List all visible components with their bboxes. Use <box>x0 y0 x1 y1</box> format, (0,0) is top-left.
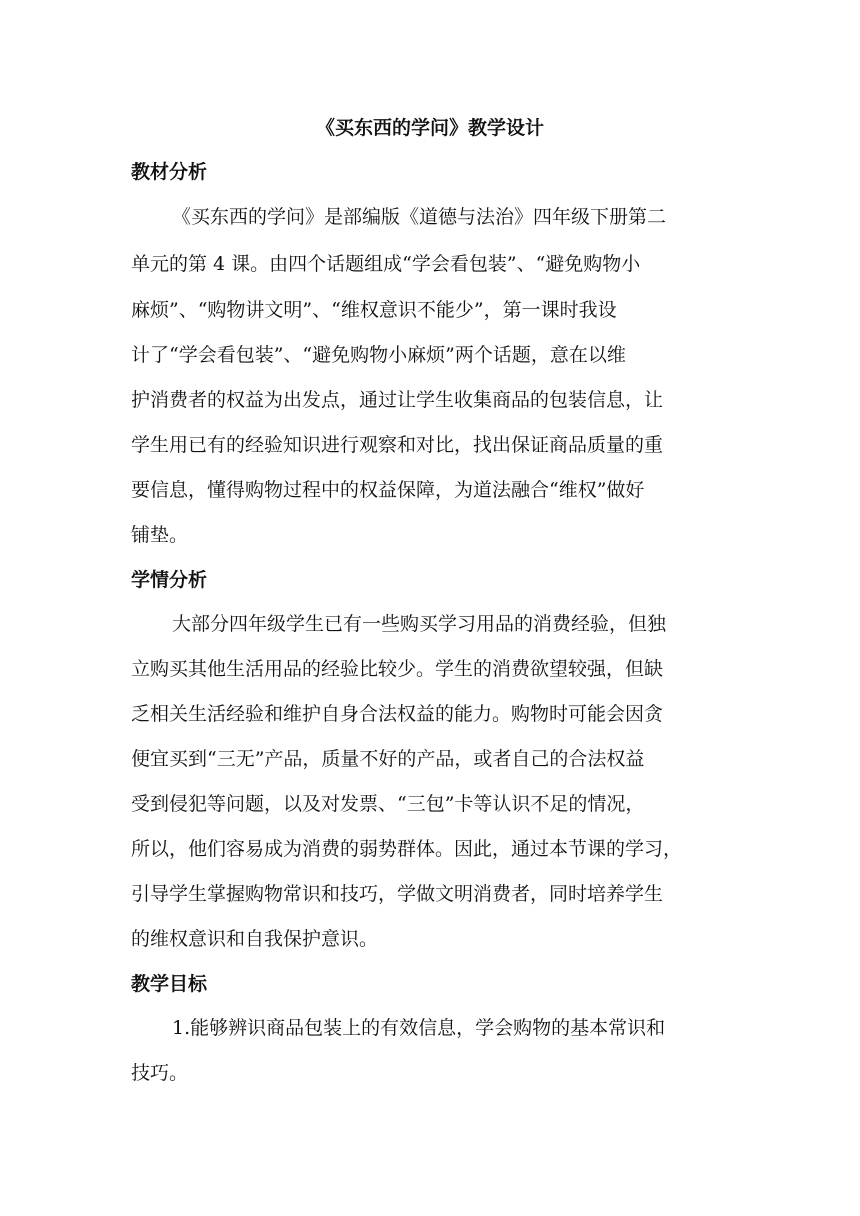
paragraph-line: 麻烦”、“购物讲文明”、“维权意识不能少”，第一课时我设 <box>131 299 617 321</box>
paragraph-line: 要信息，懂得购物过程中的权益保障，为道法融合“维权”做好 <box>131 479 645 501</box>
section-heading-teaching-objectives: 教学目标 <box>131 973 208 995</box>
paragraph-line: 铺垫。 <box>131 524 189 546</box>
document-title: 《买东西的学问》教学设计 <box>315 117 544 139</box>
paragraph-line: 引导学生掌握购物常识和技巧，学做文明消费者，同时培养学生 <box>131 883 664 905</box>
section-heading-textbook-analysis: 教材分析 <box>131 161 208 183</box>
paragraph-line: 计了“学会看包装”、“避免购物小麻烦”两个话题，意在以维 <box>131 344 626 366</box>
paragraph-line: 乏相关生活经验和维护自身合法权益的能力。购物时可能会因贪 <box>131 703 664 725</box>
section-heading-learner-analysis: 学情分析 <box>131 569 208 591</box>
paragraph-line: 1.能够辨识商品包装上的有效信息，学会购物的基本常识和 <box>172 1017 666 1039</box>
paragraph-line: 受到侵犯等问题，以及对发票、“三包”卡等认识不足的情况， <box>131 793 645 815</box>
paragraph-line: 的维权意识和自我保护意识。 <box>131 928 379 950</box>
paragraph-line: 大部分四年级学生已有一些购买学习用品的消费经验，但独 <box>172 613 667 635</box>
paragraph-line: 护消费者的权益为出发点，通过让学生收集商品的包装信息，让 <box>131 389 664 411</box>
paragraph-line: 《买东西的学问》是部编版《道德与法治》四年级下册第二 <box>172 206 667 228</box>
paragraph-line: 立购买其他生活用品的经验比较少。学生的消费欲望较强，但缺 <box>131 658 664 680</box>
paragraph-line: 技巧。 <box>131 1062 189 1084</box>
paragraph-line: 便宜买到“三无”产品，质量不好的产品，或者自己的合法权益 <box>131 748 645 770</box>
paragraph-line: 学生用已有的经验知识进行观察和对比，找出保证商品质量的重 <box>131 434 664 456</box>
paragraph-line: 所以，他们容易成为消费的弱势群体。因此，通过本节课的学习， <box>131 838 683 860</box>
paragraph-line: 单元的第 4 课。由四个话题组成“学会看包装”、“避免购物小 <box>131 253 641 275</box>
